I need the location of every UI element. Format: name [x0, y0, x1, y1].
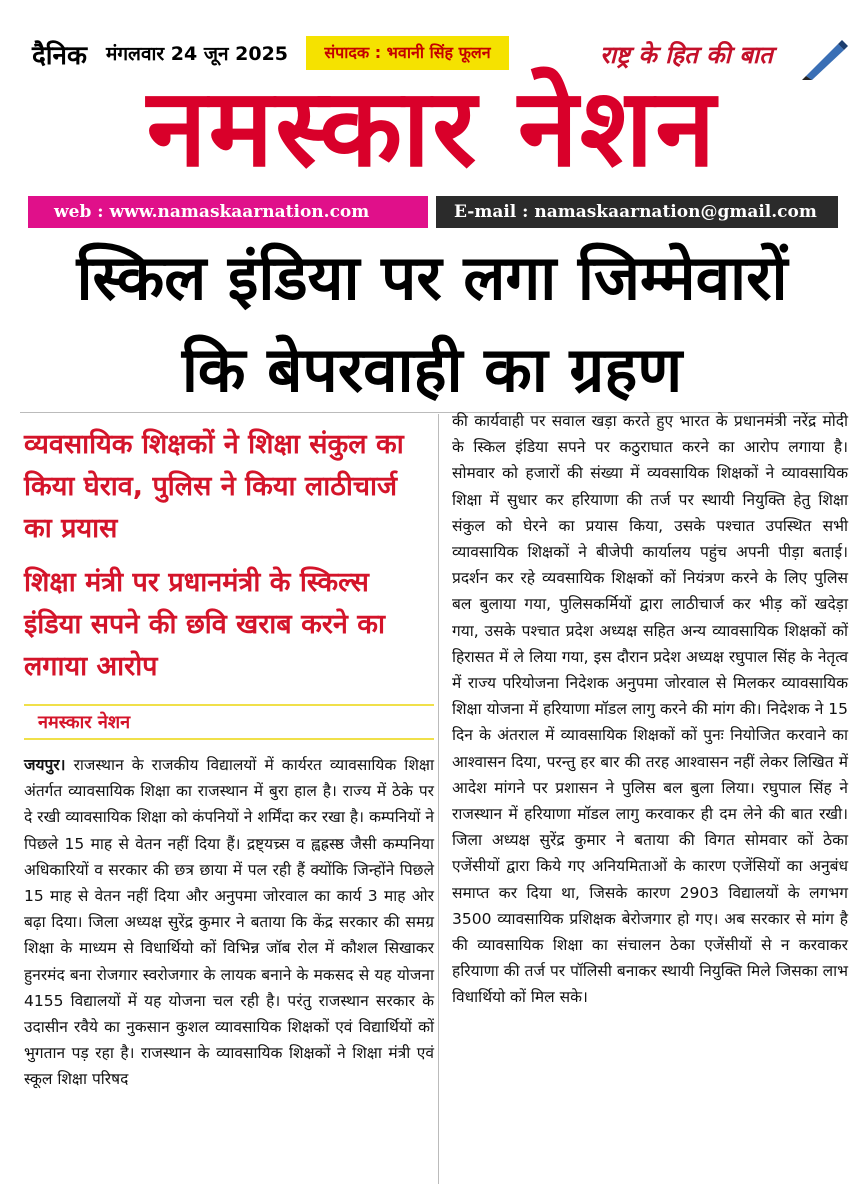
tagline: राष्ट्र के हित की बात — [600, 41, 773, 69]
daily-label: दैनिक — [32, 41, 87, 71]
byline-rule-top — [24, 704, 434, 706]
dateline-city: जयपुर। — [24, 756, 66, 774]
subheadline-1: व्यवसायिक शिक्षकों ने शिक्षा संकुल का किया घेराव, पुलिस ने किया लाठीचार्ज का प्रयास — [24, 429, 404, 544]
byline: नमस्कार नेशन — [38, 712, 131, 733]
headline-line-1: स्किल इंडिया पर लगा जिम्मेवारों — [76, 241, 788, 314]
article-body-left — [24, 752, 434, 1093]
website-link[interactable]: web : www.namaskaarnation.com — [28, 196, 428, 228]
editor-label: संपादक : भवानी सिंह फूलन — [306, 36, 509, 70]
brand-title: नमस्कार नेशन — [146, 66, 718, 191]
email-link[interactable]: E-mail : namaskaarnation@gmail.com — [436, 196, 838, 228]
column-divider — [438, 414, 439, 1184]
article-body-right: की कार्यवाही पर सवाल खड़ा करते हुए भारत के प्रधानमंत्री नरेंद्र मोदी के स्किल इंडिया सपने पर कठुराघात करने का आरोप लगाया है। सोमवार को हजारों की संख्या में व्यवसायिक शिक्षकों ने व्यावसायिक शिक्षा में सुधार कर हरियाणा की तर्ज पर स्थायी नियुक्ति हेतु शिक्षा संकुल को घेरने का प्रयास किया, उसके पश्चात उपस्थित सभी व्यावसायिक शिक्षकों ने बीजेपी कार्यालय पहुंच अपनी पीड़ा बताई। प्रदर्शन कर रहे व्यवसायिक शिक्षकों कों नियंत्रण करने के लिए पुलिस बल बुलाया गया, पुलिसकर्मियों द्वारा लाठीचार्ज कर भीड़ कों खदेड़ा गया, उसके पश्चात प्रदेश अध्यक्ष सहित अन्य व्यावसायिक शिक्षकों कों हिरासत में ले लिया गया, इस दौरान प्रदेश अध्यक्ष रघुपाल सिंह के नेतृत्व में राज्य परियोजना निदेशक अनुपमा जोरवाल से मिलकर व्यावसायिक शिक्षा योजना में हरियाणा मॉडल लागु करने की मांग की। निदेशक ने 15 दिन के अंतराल में व्यावसायिक शिक्षकों कों पुनः नियोजित करवाने का आश्वासन दिया, परन्तु हर बार की तरह आश्वासन नहीं लेकर लिखित में आदेश मांगने पर प्रशासन ने पुलिस बल बुला लिया। रघुपाल सिंह ने राजस्थान में हरियाणा मॉडल लागु करवाकर ही दम लेने की बात रखी। जिला अध्यक्ष सुरेंद्र कुमार ने बताया की विगत सोमवार कों ठेका एजेंसीयों द्वारा किये गए अनियमिताओं के कारण एजेंसियों का अनुबंध समाप्त कर दिया था, जिसके कारण 2903 विद्यालयों के लगभग 3500 व्यावसायिक प्रशिक्षक बेरोजगार हो गए। अब सरकार से मांग है की व्यावसायिक शिक्षा का संचालन ठेका एजेंसीयों से न करवाकर हरियाणा की तर्ज पर पॉलिसी बनाकर स्थायी नियुक्ति मिले जिसका लाभ विधार्थियो कों मिल सके। — [452, 412, 848, 1007]
issue-date: मंगलवार 24 जून 2025 — [106, 43, 289, 65]
byline-rule-bottom — [24, 738, 434, 740]
headline-line-2: कि बेपरवाही का ग्रहण — [181, 333, 683, 406]
subheadline-2: शिक्षा मंत्री पर प्रधानमंत्री के स्किल्स इंडिया सपने की छवि खराब करने का लगाया आरोप — [24, 567, 386, 682]
body-left-text: राजस्थान के राजकीय विद्यालयों में कार्यरत व्यावसायिक शिक्षा अंतर्गत व्यावसायिक शिक्षा का राजस्थान में बुरा हाल है। राज्य में ठेके पर दे रखी व्यावसायिक शिक्षा को कंपनियों ने शर्मिंदा कर रखा है। कम्पनियों ने पिछले 15 माह से वेतन नहीं दिया हैं। द्रष्ट्यच्र्स व ह्वह्रस्ष्ठ जैसी कम्पनिया अधिकारियों व सरकार की छत्र छाया में पल रही हैं क्योंकि जिन्होंने पिछले 15 माह से वेतन नहीं दिया और अनुपमा जोरवाल का कार्य 3 माह ओर बढ़ा दिया। जिला अध्यक्ष सुरेंद्र कुमार ने बताया कि केंद्र सरकार की समग्र शिक्षा के माध्यम से विधार्थियो कों विभिन्न जॉब रोल में कौशल सिखाकर हुनरमंद बना रोजगार स्वरोजगार के लायक बनाने के मकसद से यह योजना 4155 विद्यालयों में यह योजना चल रही है। परंतु राजस्थान सरकार के उदासीन रवैये का नुकसान कुशल व्यावसायिक शिक्षकों एवं विद्यार्थियों कों भुगतान पड़ रहा है। राजस्थान के व्यावसायिक शिक्षकों ने शिक्षा मंत्री एवं स्कूल शिक्षा परिषद — [24, 756, 434, 1089]
contact-bar — [28, 196, 838, 228]
main-headline — [0, 232, 864, 416]
byline-box — [24, 704, 434, 740]
